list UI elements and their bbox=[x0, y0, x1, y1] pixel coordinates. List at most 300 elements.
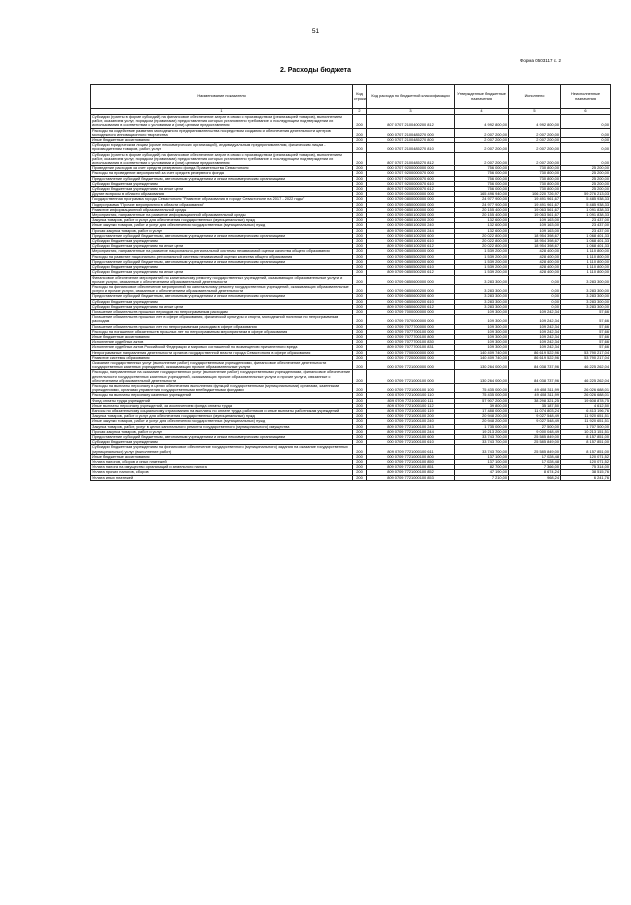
table-row bbox=[91, 143, 611, 152]
row-budget-code: 000 0709 0850100200 610 bbox=[367, 239, 455, 244]
row-name: Расходы на развитие национально-региональной системы независимой оценки качества общего образования bbox=[91, 254, 353, 259]
row-line-code: 200 bbox=[353, 143, 367, 152]
row-budget-code: 000 0709 0850500200 610 bbox=[367, 265, 455, 270]
row-unexecuted: 26 026 688,01 bbox=[561, 383, 611, 392]
row-line-code: 200 bbox=[353, 445, 367, 454]
row-name: Расходы на проведение мероприятий за счет средств резервного фонда bbox=[91, 171, 353, 176]
row-approved: 17 488 000,00 bbox=[455, 408, 509, 413]
row-line-code: 200 bbox=[353, 355, 367, 360]
row-budget-code: 000 0707 9200000000 000 bbox=[367, 166, 455, 171]
row-approved: 165 496 940,00 bbox=[455, 192, 509, 197]
row-unexecuted: 25 200,00 bbox=[561, 187, 611, 192]
row-line-code: 200 bbox=[353, 315, 367, 324]
row-executed: 11 074 803,24 bbox=[509, 408, 561, 413]
row-executed: 730 800,00 bbox=[509, 187, 561, 192]
row-budget-code: 809 0709 7721000100 853 bbox=[367, 475, 455, 480]
row-approved: 109 300,00 bbox=[455, 309, 509, 314]
row-executed: 428 400,00 bbox=[509, 254, 561, 259]
row-line-code: 200 bbox=[353, 414, 367, 419]
header-budget-code: Код расхода по бюджетной классификации bbox=[367, 85, 455, 109]
row-line-code: 200 bbox=[353, 171, 367, 176]
expenses-table bbox=[90, 84, 611, 481]
row-approved: 132 600,00 bbox=[455, 228, 509, 233]
row-name: Иные бюджетные ассигнования bbox=[91, 138, 353, 143]
row-name: Иные бюджетные ассигнования bbox=[91, 454, 353, 459]
row-executed: 49 408 311,99 bbox=[509, 393, 561, 398]
row-name: Расходы на финансовое обеспечение мероприятий по капитальному ремонту государственных учреждений, оказывающих образовательные услуги и прочие услуги, связанные с обеспечением образовательной деятельности bbox=[91, 284, 353, 293]
row-name: Субсидии бюджетным учреждениям bbox=[91, 239, 353, 244]
row-budget-code: 809 0709 0850500200 612 bbox=[367, 270, 455, 275]
row-budget-code: 000 0709 7721000100 610 bbox=[367, 440, 455, 445]
row-budget-code: 809 0709 7721000100 243 bbox=[367, 424, 455, 429]
row-executed: 18 954 398,67 bbox=[509, 239, 561, 244]
row-executed: 25 585 849,00 bbox=[509, 440, 561, 445]
row-budget-code: 000 0709 0850100200 600 bbox=[367, 233, 455, 238]
row-line-code: 200 bbox=[353, 284, 367, 293]
row-executed: 86 619 522,96 bbox=[509, 355, 561, 360]
row-approved: 3 283 300,00 bbox=[455, 294, 509, 299]
row-line-code: 200 bbox=[353, 233, 367, 238]
row-executed: 9 027 548,49 bbox=[509, 414, 561, 419]
row-line-code: 200 bbox=[353, 454, 367, 459]
row-name: Расходы на выплаты персоналу в целях обеспечения выполнения функций государственными (муниципальными) органами, казенными учреждениями, органами управления государственными внебюджетными фондами bbox=[91, 383, 353, 392]
table-row bbox=[91, 445, 611, 454]
row-name: Расходы на содействие развитию молодежного предпринимательства посредством создания и обеспечения деятельности центров молодежного инновационного творчества bbox=[91, 128, 353, 137]
row-name: Оказание государственных услуг (выполнение работ) государственными учреждениями, финансовое обеспечение деятельности государственных казенных учреждений, оказывающих прочие образовательные услуги bbox=[91, 360, 353, 369]
row-line-code: 200 bbox=[353, 345, 367, 350]
row-approved: 109 300,00 bbox=[455, 329, 509, 334]
row-executed: 0,00 bbox=[509, 284, 561, 293]
row-unexecuted: 1 068 401,33 bbox=[561, 233, 611, 238]
row-line-code: 200 bbox=[353, 192, 367, 197]
row-name: Взносы по обязательному социальному страхованию на выплаты по оплате труда работников и иные выплаты работникам учреждений bbox=[91, 408, 353, 413]
row-line-code: 200 bbox=[353, 166, 367, 171]
row-approved: 47 190,00 bbox=[455, 470, 509, 475]
row-budget-code: 000 0709 0850100200 000 bbox=[367, 213, 455, 218]
row-budget-code: 000 0707 2100485270 800 bbox=[367, 138, 455, 143]
row-unexecuted: 38 515,76 bbox=[561, 470, 611, 475]
row-line-code: 200 bbox=[353, 223, 367, 228]
header-approved: Утвержденные бюджетные назначения bbox=[455, 85, 509, 109]
row-approved: 2 007 200,00 bbox=[455, 143, 509, 152]
row-approved: 109 300,00 bbox=[455, 334, 509, 339]
row-approved: 130 264 000,00 bbox=[455, 360, 509, 369]
row-executed: 19 491 961,67 bbox=[509, 202, 561, 207]
row-budget-code: 000 0709 7720000000 000 bbox=[367, 355, 455, 360]
row-line-code: 200 bbox=[353, 440, 367, 445]
row-approved: 57 907 200,00 bbox=[455, 398, 509, 403]
row-unexecuted: 57,66 bbox=[561, 334, 611, 339]
row-approved: 109 300,00 bbox=[455, 345, 509, 350]
row-unexecuted: 5 485 938,33 bbox=[561, 202, 611, 207]
row-budget-code: 000 0709 7721000100 800 bbox=[367, 454, 455, 459]
row-unexecuted: 11 920 651,51 bbox=[561, 414, 611, 419]
row-budget-code: 000 0709 0850600200 610 bbox=[367, 299, 455, 304]
row-line-code: 200 bbox=[353, 202, 367, 207]
row-name: Погашение обязательств прошлых лет в сфере образования, физической культуры и спорта, молодежной политики по непрограммным расходам bbox=[91, 315, 353, 324]
row-unexecuted: 1 110 800,00 bbox=[561, 259, 611, 264]
row-unexecuted: 25 200,00 bbox=[561, 181, 611, 186]
row-approved: 756 000,00 bbox=[455, 176, 509, 181]
row-executed: 109 242,34 bbox=[509, 324, 561, 329]
row-unexecuted: 4 612,50 bbox=[561, 403, 611, 408]
header-row bbox=[91, 85, 611, 109]
row-approved: 3 283 300,00 bbox=[455, 304, 509, 309]
row-name: Иные бюджетные ассигнования bbox=[91, 334, 353, 339]
row-approved: 109 300,00 bbox=[455, 340, 509, 345]
row-name: Иные выплаты персоналу учреждений, за исключением фонда оплаты труда bbox=[91, 403, 353, 408]
row-unexecuted: 0,00 bbox=[561, 138, 611, 143]
row-unexecuted: 120 071,52 bbox=[561, 454, 611, 459]
row-name: Уплата налога на имущество организаций и земельного налога bbox=[91, 465, 353, 470]
row-executed: 9 027 548,49 bbox=[509, 419, 561, 424]
row-line-code: 200 bbox=[353, 424, 367, 429]
row-executed: 7 366,00 bbox=[509, 465, 561, 470]
row-line-code: 200 bbox=[353, 309, 367, 314]
row-executed: 2 007 200,00 bbox=[509, 128, 561, 137]
row-executed: 0,00 bbox=[509, 299, 561, 304]
row-budget-code: 000 0709 0850500200 000 bbox=[367, 254, 455, 259]
row-name: Расходы на погашение обязательств прошлых лет по непрограммным мероприятиям в сфере образования bbox=[91, 329, 353, 334]
row-unexecuted: 1 707 500,00 bbox=[561, 424, 611, 429]
row-name: Предоставление субсидий бюджетным, автономным учреждениям и иным некоммерческим организациям bbox=[91, 233, 353, 238]
header-unexecuted: Неисполненные назначения bbox=[561, 85, 611, 109]
row-executed: 86 619 522,96 bbox=[509, 350, 561, 355]
row-name: Субсидии (гранты в форме субсидий) на финансовое обеспечение затрат в связи с производством (реализацией товаров), выполнением работ, оказанием услуг, порядком (правилами) предоставления которых установлено требование о последующем подтверждении их использования в соответствии с условиями и (или) целями предоставления bbox=[91, 152, 353, 166]
row-unexecuted: 25 200,00 bbox=[561, 166, 611, 171]
row-approved: 7 210,00 bbox=[455, 475, 509, 480]
row-unexecuted: 0,00 bbox=[561, 115, 611, 129]
row-line-code: 200 bbox=[353, 176, 367, 181]
table-row bbox=[91, 115, 611, 129]
row-unexecuted: 3 283 300,00 bbox=[561, 304, 611, 309]
row-approved: 2 007 200,00 bbox=[455, 152, 509, 166]
row-approved: 75 435 000,00 bbox=[455, 393, 509, 398]
row-executed: 109 242,34 bbox=[509, 315, 561, 324]
row-name: Развитие информационной образовательной среды bbox=[91, 207, 353, 212]
row-budget-code: 809 0709 0850100200 612 bbox=[367, 244, 455, 249]
row-executed: 109 242,34 bbox=[509, 309, 561, 314]
row-line-code: 200 bbox=[353, 275, 367, 284]
row-approved: 140 409 740,00 bbox=[455, 350, 509, 355]
row-line-code: 200 bbox=[353, 128, 367, 137]
row-approved: 2 007 200,00 bbox=[455, 138, 509, 143]
row-approved: 1 539 200,00 bbox=[455, 249, 509, 254]
row-line-code: 200 bbox=[353, 324, 367, 329]
row-name: Непрограммные направления деятельности органов государственной власти города Севастополя в сфере образования bbox=[91, 350, 353, 355]
row-line-code: 200 bbox=[353, 138, 367, 143]
row-executed: 35 187,50 bbox=[509, 403, 561, 408]
row-approved: 20 022 800,00 bbox=[455, 239, 509, 244]
column-number: 2 bbox=[353, 109, 367, 115]
row-approved: 1 539 200,00 bbox=[455, 270, 509, 275]
row-executed: 109 163,00 bbox=[509, 223, 561, 228]
row-budget-code: 000 0709 7721000100 100 bbox=[367, 383, 455, 392]
row-unexecuted: 75 314,00 bbox=[561, 465, 611, 470]
table-row bbox=[91, 383, 611, 392]
row-executed: 25 585 849,00 bbox=[509, 445, 561, 454]
row-budget-code: 809 0709 7721000100 852 bbox=[367, 470, 455, 475]
row-unexecuted: 0,00 bbox=[561, 128, 611, 137]
row-executed: 19 063 561,67 bbox=[509, 213, 561, 218]
row-unexecuted: 57,66 bbox=[561, 329, 611, 334]
row-line-code: 200 bbox=[353, 299, 367, 304]
row-name: Исполнение судебных актов bbox=[91, 340, 353, 345]
row-executed: 17 028,48 bbox=[509, 460, 561, 465]
row-budget-code: 809 0709 7077700100 831 bbox=[367, 345, 455, 350]
row-unexecuted: 11 920 651,51 bbox=[561, 419, 611, 424]
row-unexecuted: 1 110 800,00 bbox=[561, 254, 611, 259]
row-name: Мероприятия, направленные на развитие национально-региональной системы независимой оценки качества общего образования bbox=[91, 249, 353, 254]
row-approved: 75 435 000,00 bbox=[455, 383, 509, 392]
row-name: Субсидии бюджетным учреждениям на иные цели bbox=[91, 244, 353, 249]
row-line-code: 200 bbox=[353, 213, 367, 218]
row-budget-code: 000 0709 7700000000 000 bbox=[367, 350, 455, 355]
row-executed: 2 007 200,00 bbox=[509, 138, 561, 143]
row-budget-code: 809 0709 7721000100 119 bbox=[367, 408, 455, 413]
row-approved: 24 977 900,00 bbox=[455, 202, 509, 207]
row-executed: 730 800,00 bbox=[509, 181, 561, 186]
row-approved: 20 022 800,00 bbox=[455, 233, 509, 238]
row-budget-code: 000 0709 7721000100 240 bbox=[367, 419, 455, 424]
row-budget-code: 807 0707 2100400200 812 bbox=[367, 115, 455, 129]
row-budget-code: 000 0709 7070000000 000 bbox=[367, 315, 455, 324]
row-name: Субсидии бюджетным учреждениям bbox=[91, 265, 353, 270]
row-approved: 132 600,00 bbox=[455, 223, 509, 228]
row-executed: 18 954 398,67 bbox=[509, 233, 561, 238]
row-executed: 18 954 398,67 bbox=[509, 244, 561, 249]
row-line-code: 200 bbox=[353, 329, 367, 334]
row-budget-code: 809 0709 0850600200 612 bbox=[367, 304, 455, 309]
row-unexecuted: 1 068 401,33 bbox=[561, 244, 611, 249]
row-line-code: 200 bbox=[353, 360, 367, 369]
row-line-code: 200 bbox=[353, 187, 367, 192]
row-unexecuted: 25 200,00 bbox=[561, 176, 611, 181]
row-executed: 109 242,34 bbox=[509, 334, 561, 339]
row-name: Фонд оплаты труда учреждений bbox=[91, 398, 353, 403]
row-budget-code: 000 0709 7721000100 600 bbox=[367, 435, 455, 440]
row-budget-code: 000 0709 0000000000 000 bbox=[367, 192, 455, 197]
row-unexecuted: 6 413 196,76 bbox=[561, 408, 611, 413]
row-budget-code: 809 0709 7721000100 112 bbox=[367, 403, 455, 408]
table-row bbox=[91, 284, 611, 293]
row-approved: 1 539 200,00 bbox=[455, 265, 509, 270]
row-unexecuted: 25 200,00 bbox=[561, 171, 611, 176]
row-line-code: 200 bbox=[353, 475, 367, 480]
row-unexecuted: 8 157 851,00 bbox=[561, 435, 611, 440]
row-line-code: 200 bbox=[353, 207, 367, 212]
row-executed: 19 491 961,67 bbox=[509, 197, 561, 202]
form-code: Форма 0503117 с. 2 bbox=[520, 58, 561, 63]
row-unexecuted: 6 241,76 bbox=[561, 475, 611, 480]
row-unexecuted: 0,00 bbox=[561, 143, 611, 152]
row-unexecuted: 3 283 300,00 bbox=[561, 294, 611, 299]
row-approved: 82 700,00 bbox=[455, 465, 509, 470]
row-unexecuted: 1 110 800,00 bbox=[561, 265, 611, 270]
row-unexecuted: 5 485 938,33 bbox=[561, 197, 611, 202]
row-name: Развитие системы образования bbox=[91, 355, 353, 360]
row-budget-code: 000 0707 9200000070 600 bbox=[367, 176, 455, 181]
row-approved: 33 743 700,00 bbox=[455, 435, 509, 440]
row-name: Финансовое обеспечение мероприятий по капитальному ремонту государственных учреждений, оказывающих образовательные услуги и прочие услуги, связанные с обеспечением образовательной деятельности bbox=[91, 275, 353, 284]
row-name: Погашение обязательств прошлых периодов по непрограммным расходам bbox=[91, 309, 353, 314]
row-line-code: 200 bbox=[353, 383, 367, 392]
row-name: Субсидии бюджетным учреждениям на иные цели bbox=[91, 187, 353, 192]
row-line-code: 200 bbox=[353, 350, 367, 355]
table-body bbox=[91, 115, 611, 481]
header-line-code: Код строки bbox=[353, 85, 367, 109]
row-unexecuted: 1 091 838,33 bbox=[561, 213, 611, 218]
row-name: Закупка товаров, работ, услуг в целях капитального ремонта государственного (муниципального) имущества bbox=[91, 424, 353, 429]
row-unexecuted: 8 157 851,00 bbox=[561, 440, 611, 445]
row-line-code: 200 bbox=[353, 152, 367, 166]
row-budget-code: 000 0709 0800000000 000 bbox=[367, 197, 455, 202]
row-approved: 130 264 000,00 bbox=[455, 370, 509, 384]
row-line-code: 200 bbox=[353, 294, 367, 299]
row-unexecuted: 59 276 213,03 bbox=[561, 192, 611, 197]
column-number: 6 bbox=[561, 109, 611, 115]
row-line-code: 200 bbox=[353, 408, 367, 413]
row-approved: 3 283 300,00 bbox=[455, 299, 509, 304]
row-budget-code: 807 0707 2100485270 812 bbox=[367, 152, 455, 166]
column-number: 5 bbox=[509, 109, 561, 115]
row-line-code: 200 bbox=[353, 115, 367, 129]
row-executed: 428 400,00 bbox=[509, 259, 561, 264]
row-budget-code: 000 0709 0850100200 200 bbox=[367, 218, 455, 223]
row-unexecuted: 1 110 800,00 bbox=[561, 249, 611, 254]
row-budget-code: 000 0709 0850500200 600 bbox=[367, 259, 455, 264]
row-budget-code: 000 0709 7077700100 800 bbox=[367, 334, 455, 339]
row-approved: 4 992 800,00 bbox=[455, 115, 509, 129]
row-executed: 2 007 200,00 bbox=[509, 152, 561, 166]
row-approved: 20 155 400,00 bbox=[455, 213, 509, 218]
row-approved: 756 000,00 bbox=[455, 181, 509, 186]
row-approved: 2 007 200,00 bbox=[455, 128, 509, 137]
row-line-code: 200 bbox=[353, 340, 367, 345]
table-row bbox=[91, 315, 611, 324]
row-name: Погашение обязательств прошлых лет по непрограммным расходам в сфере образования bbox=[91, 324, 353, 329]
row-budget-code: 809 0709 7721000100 851 bbox=[367, 465, 455, 470]
row-name: Прочая закупка товаров, работ и услуг bbox=[91, 228, 353, 233]
row-name: Закупка товаров, работ и услуг для обеспечения государственных (муниципальных) нужд bbox=[91, 414, 353, 419]
row-name: Предоставление субсидий бюджетным, автономным учреждениям и иным некоммерческим организациям bbox=[91, 294, 353, 299]
row-budget-code: 809 0709 7721000100 111 bbox=[367, 398, 455, 403]
row-line-code: 200 bbox=[353, 270, 367, 275]
row-executed: 38 298 321,25 bbox=[509, 398, 561, 403]
row-approved: 20 948 200,00 bbox=[455, 419, 509, 424]
row-name: Проведение расходов за счет средств резервного фонда Правительства Севастополя bbox=[91, 166, 353, 171]
row-unexecuted: 46 225 262,04 bbox=[561, 370, 611, 384]
row-unexecuted: 46 225 262,04 bbox=[561, 360, 611, 369]
row-name: Подпрограмма "Прочие мероприятия в области образования" bbox=[91, 202, 353, 207]
table-row bbox=[91, 360, 611, 369]
row-budget-code: 000 0707 2100485270 810 bbox=[367, 143, 455, 152]
row-line-code: 200 bbox=[353, 470, 367, 475]
row-unexecuted: 23 437,00 bbox=[561, 228, 611, 233]
row-executed: 84 038 737,96 bbox=[509, 370, 561, 384]
row-name: Закупка товаров, работ и услуг для обеспечения государственных (муниципальных) нужд bbox=[91, 218, 353, 223]
table-row bbox=[91, 152, 611, 166]
table-row bbox=[91, 275, 611, 284]
row-name: Предоставление субсидий бюджетным, автономным учреждениям и иным некоммерческим организациям bbox=[91, 259, 353, 264]
row-executed: 25 585 849,00 bbox=[509, 435, 561, 440]
row-name: Субсидии юридическим лицам (кроме некоммерческих организаций), индивидуальным предпринимателям, физическим лицам - производителям товаров, работ, услуг bbox=[91, 143, 353, 152]
row-unexecuted: 57,66 bbox=[561, 315, 611, 324]
row-executed: 428 400,00 bbox=[509, 249, 561, 254]
row-budget-code: 809 0707 9200000070 612 bbox=[367, 187, 455, 192]
row-executed: 49 408 311,99 bbox=[509, 383, 561, 392]
row-executed: 968,24 bbox=[509, 475, 561, 480]
row-executed: 730 800,00 bbox=[509, 171, 561, 176]
row-executed: 109 242,34 bbox=[509, 329, 561, 334]
row-budget-code: 000 0709 0850600200 000 bbox=[367, 284, 455, 293]
row-approved: 3 283 300,00 bbox=[455, 284, 509, 293]
row-approved: 3 283 300,00 bbox=[455, 275, 509, 284]
row-budget-code: 809 0709 7721000100 611 bbox=[367, 445, 455, 454]
row-line-code: 200 bbox=[353, 334, 367, 339]
row-executed: 2 007 200,00 bbox=[509, 143, 561, 152]
row-line-code: 200 bbox=[353, 228, 367, 233]
row-line-code: 200 bbox=[353, 435, 367, 440]
row-approved: 109 300,00 bbox=[455, 324, 509, 329]
row-executed: 109 242,34 bbox=[509, 345, 561, 350]
row-line-code: 200 bbox=[353, 181, 367, 186]
row-approved: 1 539 200,00 bbox=[455, 254, 509, 259]
row-approved: 756 000,00 bbox=[455, 166, 509, 171]
row-budget-code: 000 0709 0850600000 000 bbox=[367, 275, 455, 284]
column-number: 4 bbox=[455, 109, 509, 115]
row-budget-code: 000 0709 7000000000 000 bbox=[367, 309, 455, 314]
row-approved: 109 300,00 bbox=[455, 315, 509, 324]
row-line-code: 200 bbox=[353, 197, 367, 202]
row-line-code: 200 bbox=[353, 265, 367, 270]
row-name: Прочая закупка товаров, работ и услуг bbox=[91, 429, 353, 434]
row-approved: 20 948 200,00 bbox=[455, 414, 509, 419]
row-executed: 428 400,00 bbox=[509, 270, 561, 275]
row-budget-code: 809 0709 0850100200 244 bbox=[367, 228, 455, 233]
row-approved: 1 539 200,00 bbox=[455, 259, 509, 264]
row-name: Субсидии бюджетным учреждениям на иные цели bbox=[91, 270, 353, 275]
row-approved: 20 022 800,00 bbox=[455, 244, 509, 249]
row-approved: 24 977 900,00 bbox=[455, 197, 509, 202]
row-approved: 19 213 200,00 bbox=[455, 429, 509, 434]
row-approved: 756 000,00 bbox=[455, 171, 509, 176]
row-name: Уплата прочих налогов, сборов bbox=[91, 470, 353, 475]
row-name: Уплата иных платежей bbox=[91, 475, 353, 480]
row-unexecuted: 1 068 401,33 bbox=[561, 239, 611, 244]
header-executed: Исполнено bbox=[509, 85, 561, 109]
row-executed: 106 220 726,97 bbox=[509, 192, 561, 197]
row-name: Другие вопросы в области образования bbox=[91, 192, 353, 197]
row-budget-code: 000 0709 7077700000 000 bbox=[367, 324, 455, 329]
row-unexecuted: 1 110 800,00 bbox=[561, 270, 611, 275]
row-name: Субсидии (гранты в форме субсидий) на финансовое обеспечение затрат в связи с производством (реализацией товаров), выполнением работ, оказанием услуг, порядком (правилами) предоставления которых установлено требование о последующем подтверждении их использования в соответствии с условиями и (или) целями предоставления bbox=[91, 115, 353, 129]
row-unexecuted: 3 283 300,00 bbox=[561, 299, 611, 304]
row-name: Субсидии бюджетным учреждениям bbox=[91, 181, 353, 186]
row-budget-code: 000 0709 7721000100 110 bbox=[367, 393, 455, 398]
row-budget-code: 000 0709 7721000100 000 bbox=[367, 370, 455, 384]
row-executed: 19 063 561,67 bbox=[509, 207, 561, 212]
row-unexecuted: 57,66 bbox=[561, 324, 611, 329]
row-executed: 84 038 737,96 bbox=[509, 360, 561, 369]
row-budget-code: 000 0707 9200000070 000 bbox=[367, 171, 455, 176]
row-budget-code: 809 0709 7721000100 244 bbox=[367, 429, 455, 434]
row-unexecuted: 57,66 bbox=[561, 340, 611, 345]
row-executed: 428 400,00 bbox=[509, 265, 561, 270]
row-name: Субсидии бюджетным учреждениям на иные цели bbox=[91, 304, 353, 309]
row-executed: 9 000 048,49 bbox=[509, 429, 561, 434]
row-line-code: 200 bbox=[353, 249, 367, 254]
